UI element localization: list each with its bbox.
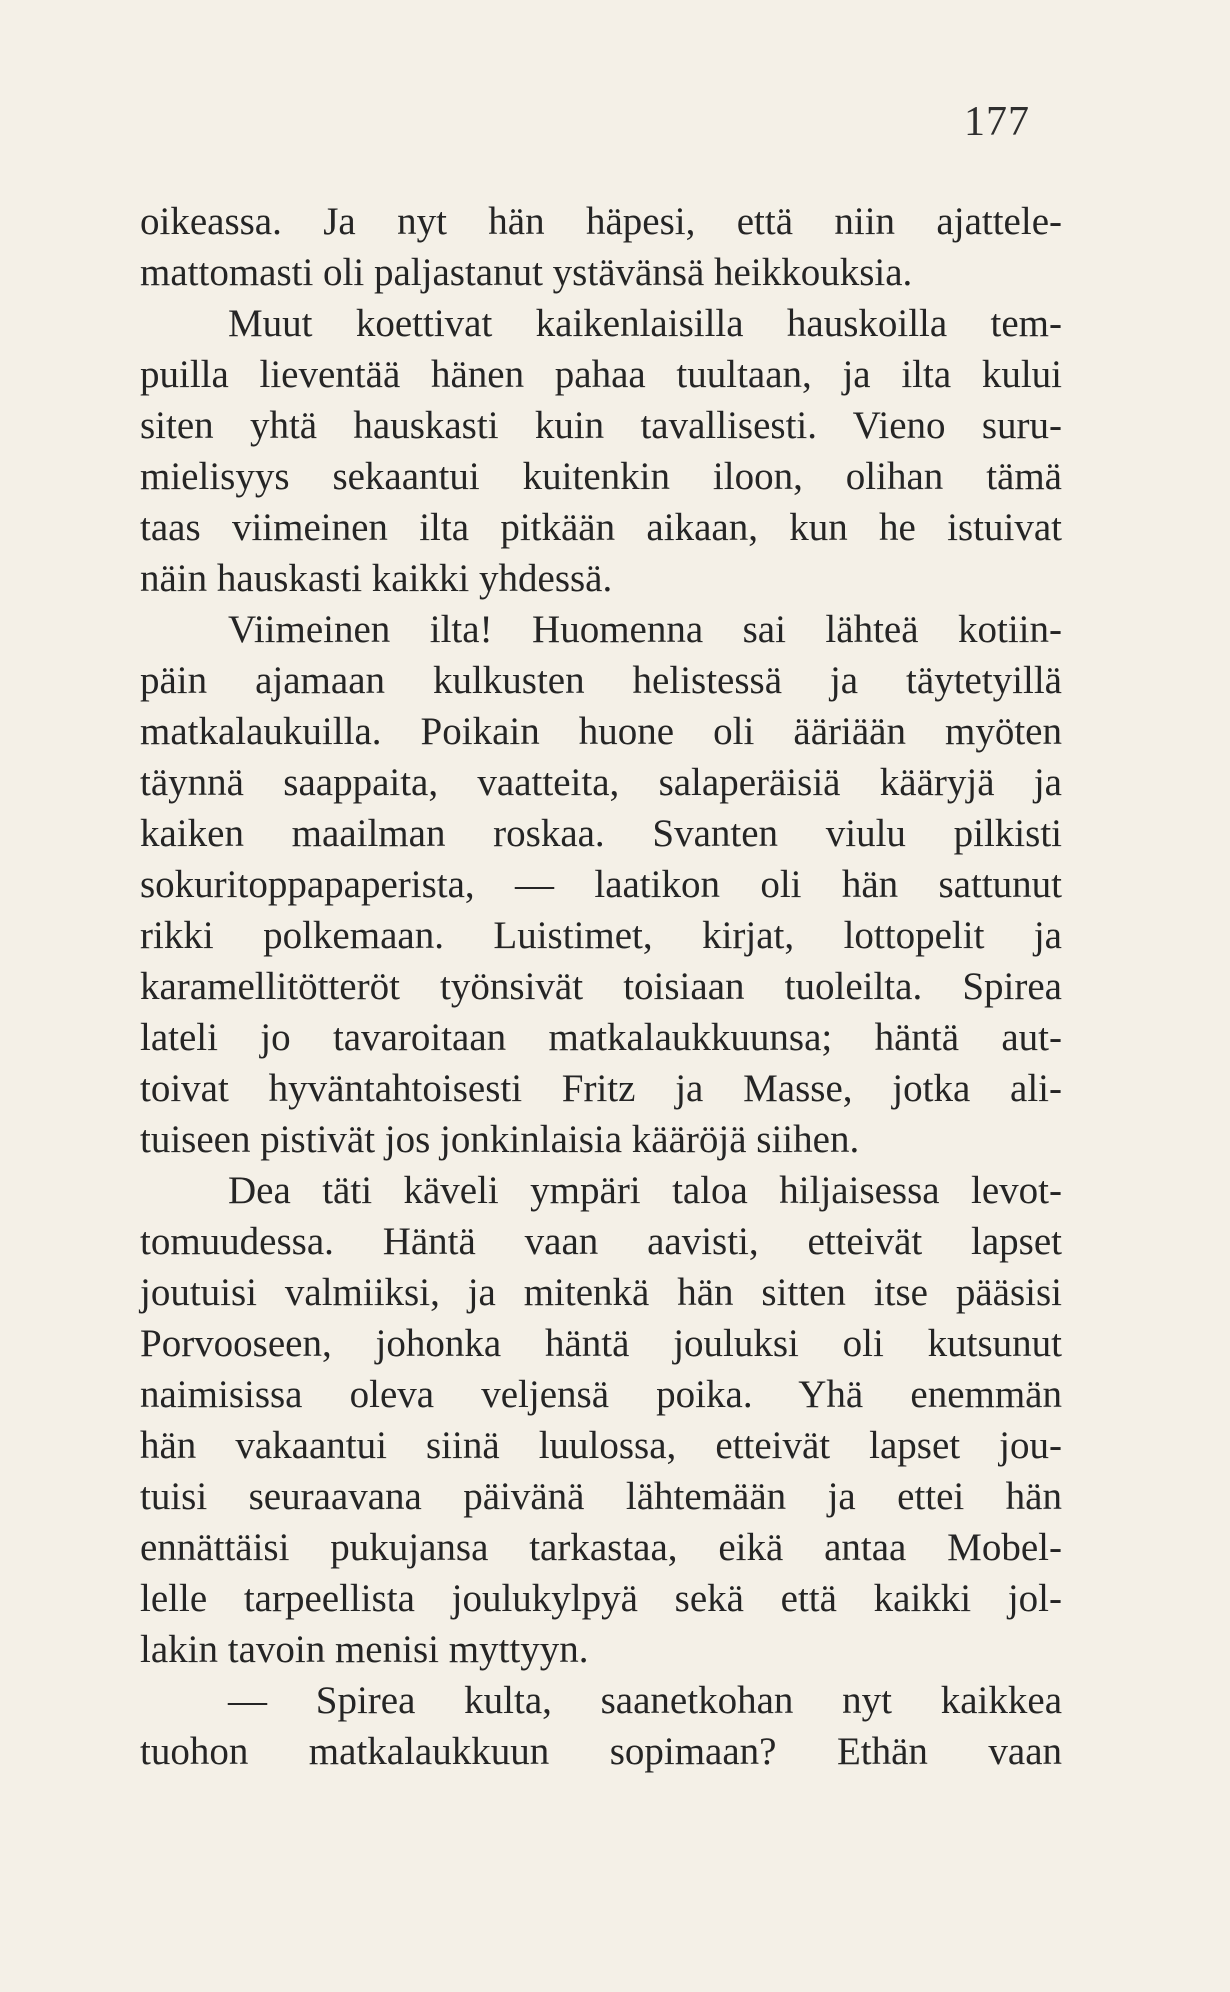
text-line: Muut koettivat kaikenlaisilla hauskoilla tem- (228, 302, 1062, 345)
text-line: mattomasti oli paljastanut ystävänsä heikkouksia. (140, 251, 913, 294)
text-line: tuohon matkalaukkuun sopimaan? Ethän vaan (140, 1730, 1062, 1773)
text-line: tuisi seuraavana päivänä lähtemään ja ettei hän (140, 1475, 1062, 1518)
page-number: 177 (964, 99, 1030, 145)
text-line: toivat hyväntahtoisesti Fritz ja Masse, jotka ali- (140, 1067, 1062, 1110)
text-line: tuiseen pistivät jos jonkinlaisia kääröjä siihen. (140, 1118, 860, 1161)
text-line: naimisissa oleva veljensä poika. Yhä enemmän (140, 1373, 1062, 1416)
text-line: karamellitötteröt työnsivät toisiaan tuoleilta. Spirea (140, 965, 1062, 1008)
text-line: puilla lieventää hänen pahaa tuultaan, ja ilta kului (140, 353, 1062, 396)
text-line: sokuritoppapaperista, — laatikon oli hän sattunut (140, 863, 1062, 906)
text-line: tomuudessa. Häntä vaan aavisti, etteivät lapset (140, 1220, 1062, 1263)
text-line: rikki polkemaan. Luistimet, kirjat, lottopelit ja (140, 914, 1062, 957)
text-line: näin hauskasti kaikki yhdessä. (140, 557, 613, 600)
text-line: lelle tarpeellista joulukylpyä sekä että kaikki jol- (140, 1577, 1062, 1620)
text-line: mielisyys sekaantui kuitenkin iloon, olihan tämä (140, 455, 1062, 498)
text-line: päin ajamaan kulkusten helistessä ja täytetyillä (140, 659, 1062, 702)
text-line: oikeassa. Ja nyt hän häpesi, että niin ajattele- (140, 200, 1062, 243)
text-line: — Spirea kulta, saanetkohan nyt kaikkea (228, 1679, 1062, 1722)
text-line: kaiken maailman roskaa. Svanten viulu pilkisti (140, 812, 1062, 855)
text-line: täynnä saappaita, vaatteita, salaperäisiä kääryjä ja (140, 761, 1062, 804)
text-line: matkalaukuilla. Poikain huone oli ääriään myöten (140, 710, 1062, 753)
text-line: taas viimeinen ilta pitkään aikaan, kun he istuivat (140, 506, 1062, 549)
text-line: ennättäisi pukujansa tarkastaa, eikä antaa Mobel- (140, 1526, 1062, 1569)
text-line: lateli jo tavaroitaan matkalaukkuunsa; häntä aut- (140, 1016, 1062, 1059)
text-line: Viimeinen ilta! Huomenna sai lähteä kotiin- (228, 608, 1062, 651)
text-line: siten yhtä hauskasti kuin tavallisesti. Vieno suru- (140, 404, 1062, 447)
text-line: Dea täti käveli ympäri taloa hiljaisessa levot- (228, 1169, 1062, 1212)
text-line: joutuisi valmiiksi, ja mitenkä hän sitten itse pääsisi (140, 1271, 1062, 1314)
text-line: hän vakaantui siinä luulossa, etteivät lapset jou- (140, 1424, 1062, 1467)
body-text (140, 196, 1062, 1777)
text-line: lakin tavoin menisi myttyyn. (140, 1628, 589, 1671)
text-line: Porvooseen, johonka häntä jouluksi oli kutsunut (140, 1322, 1062, 1365)
